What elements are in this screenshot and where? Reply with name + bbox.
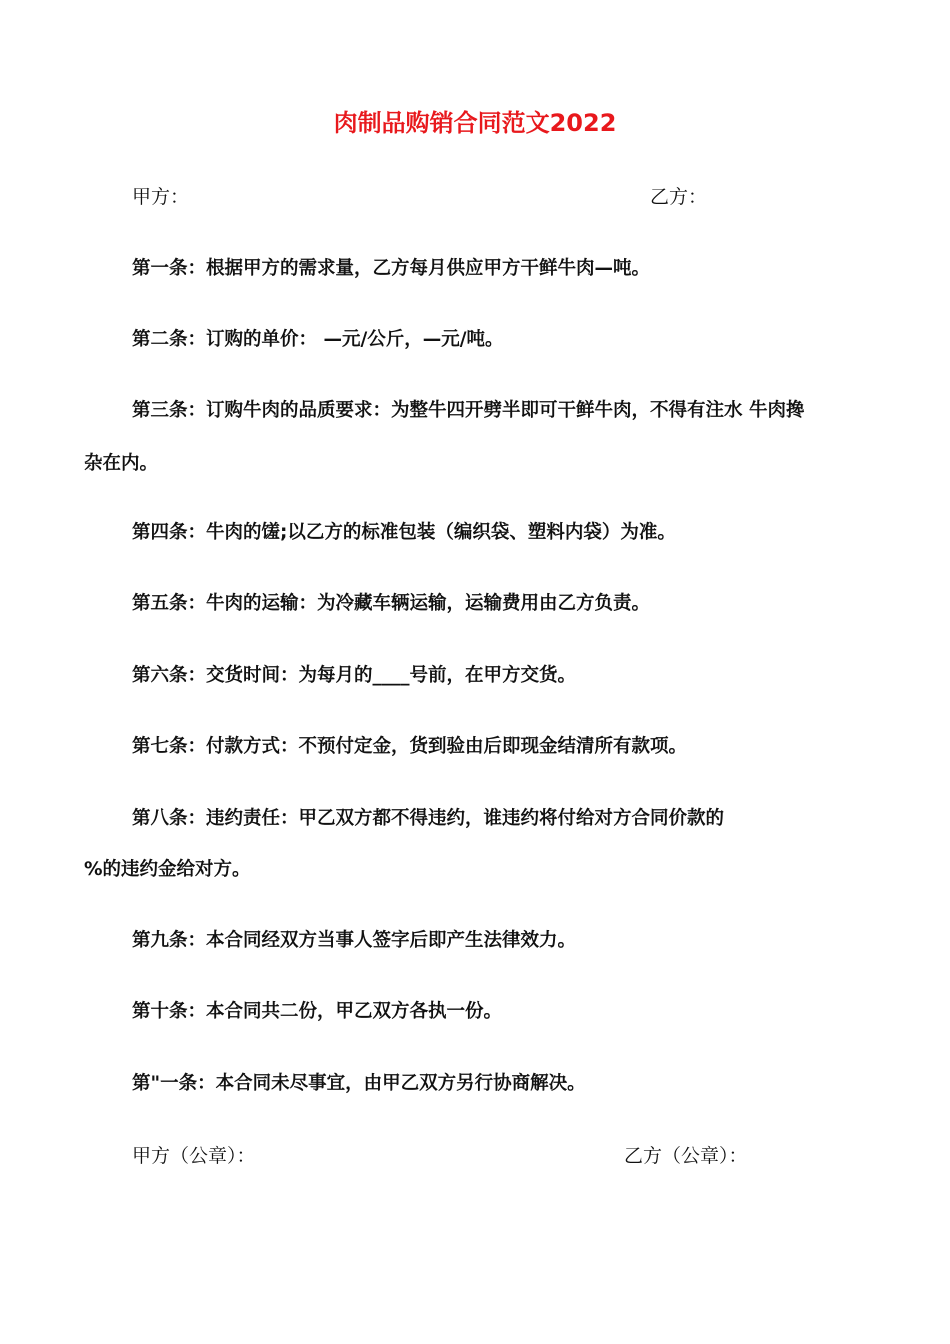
clause-9 <box>84 927 884 955</box>
clause-10 <box>84 998 884 1026</box>
party-a-label: 甲方： <box>132 186 190 208</box>
party-b-seal-label: 乙方（公章）： <box>624 1145 748 1167</box>
document-title: 肉制品购销合同范文2022 <box>333 109 617 137</box>
clause-text: 第六条：交货时间：为每月的____号前，在甲方交货。 <box>132 665 577 686</box>
clause-2 <box>84 326 884 354</box>
clause-4 <box>84 519 884 547</box>
clause-text: 第一条：根据甲方的需求量，乙方每月供应甲方干鲜牛肉—吨。 <box>132 258 651 279</box>
clause-6 <box>84 662 884 690</box>
clause-8 <box>84 805 884 884</box>
clause-1 <box>84 255 884 283</box>
clause-text: 第十条：本合同共二份，甲乙双方各执一份。 <box>132 1001 503 1022</box>
clause-text-continued: 杂在内。 <box>84 453 159 474</box>
clause-text: 第五条：牛肉的运输：为冷藏车辆运输，运输费用由乙方负责。 <box>132 593 651 614</box>
clause-7 <box>84 733 884 761</box>
party-b-label: 乙方： <box>650 186 708 208</box>
party-a-seal-label: 甲方（公章）： <box>132 1145 256 1167</box>
clause-text: 第二条：订购的单价： —元/公斤，—元/吨。 <box>132 329 504 350</box>
clause-11 <box>84 1070 884 1098</box>
clause-text: 第四条：牛肉的馐;以乙方的标准包装（编织袋、塑料内袋）为准。 <box>132 522 676 543</box>
clause-3 <box>84 397 884 478</box>
clause-text: 第"一条：本合同未尽事宜，由甲乙双方另行协商解决。 <box>132 1073 586 1094</box>
clause-text: 第九条：本合同经双方当事人签字后即产生法律效力。 <box>132 930 577 951</box>
clause-text-continued: %的违约金给对方。 <box>84 859 251 880</box>
clause-text: 第七条：付款方式：不预付定金，货到验由后即现金结清所有款项。 <box>132 736 688 757</box>
clause-5 <box>84 590 884 618</box>
clause-text: 第三条：订购牛肉的品质要求：为整牛四开劈半即可干鲜牛肉，不得有注水 牛肉搀 <box>132 400 805 421</box>
clause-text: 第八条：违约责任：甲乙双方都不得违约，谁违约将付给对方合同价款的 <box>132 808 725 829</box>
